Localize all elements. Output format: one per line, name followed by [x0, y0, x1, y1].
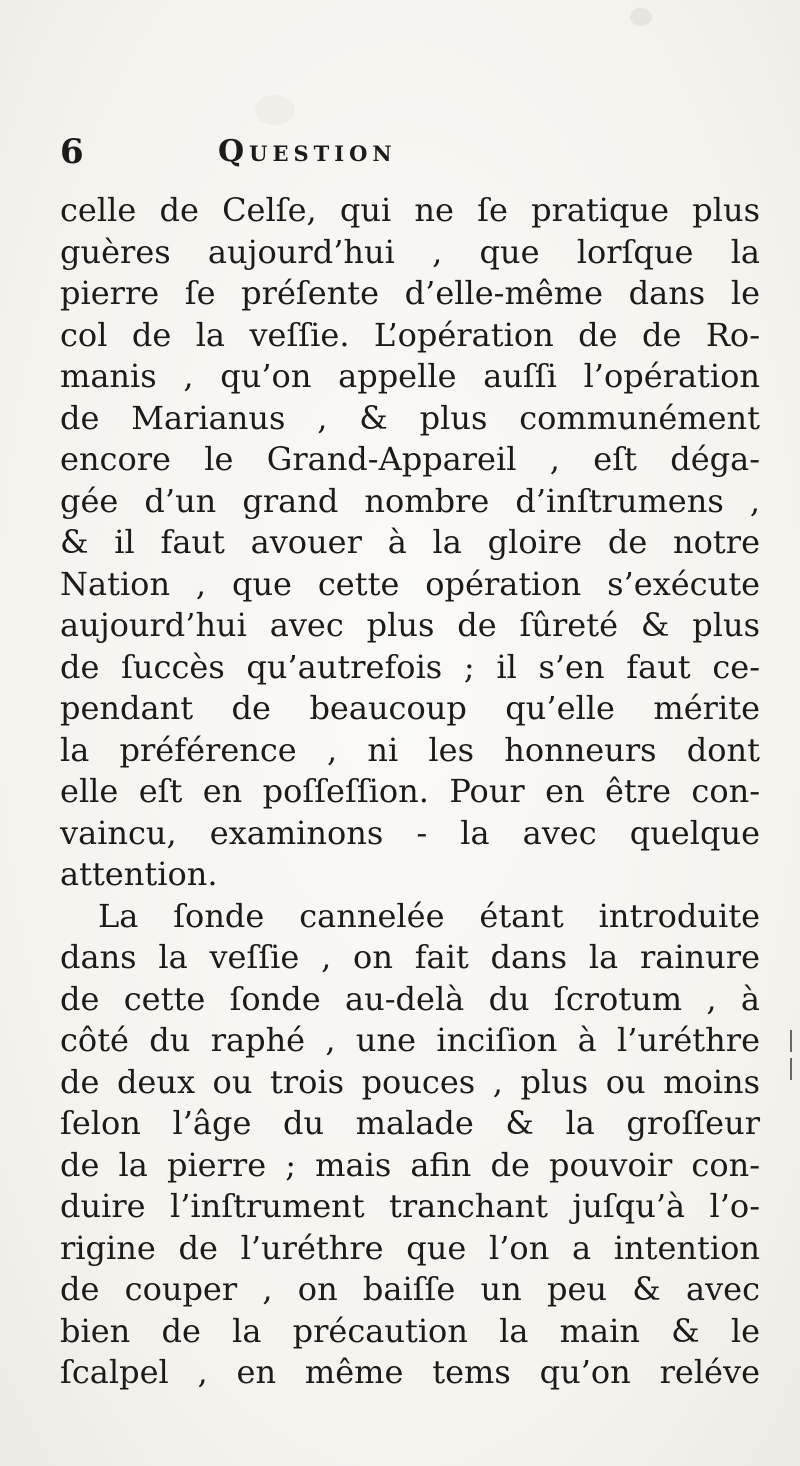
text-line: de couper , on baiſſe un peu & avec	[60, 1270, 760, 1308]
text-line: Nation , que cette opération s’exécute	[60, 564, 760, 603]
paper-smudge	[630, 8, 652, 26]
text-line: pierre ſe préſente d’elle-même dans le	[60, 274, 760, 312]
text-line: de deux ou trois pouces , plus ou moins	[60, 1062, 760, 1101]
text-line: & il faut avouer à la gloire de notre	[60, 523, 760, 561]
text-line: pendant de beaucoup qu’elle mérite	[60, 689, 760, 727]
text-line: de cette ſonde au-delà du ſcrotum , à	[60, 979, 760, 1018]
margin-mark	[790, 1058, 792, 1080]
text-line: duire l’inſtrument tranchant juſqu’à l’o-	[60, 1187, 760, 1225]
text-line: guères aujourd’hui , que lorſque la	[60, 232, 760, 271]
paper-smudge	[255, 95, 295, 125]
text-line: ſcalpel , en même tems qu’on reléve	[60, 1353, 760, 1391]
text-line: côté du raphé , une inciſion à l’uréthre	[60, 1021, 760, 1059]
running-head	[60, 132, 760, 182]
text-line: dans la veſſie , on fait dans la rainure	[60, 938, 760, 976]
text-line: vaincu, examinons - la avec quelque	[60, 813, 760, 852]
text-line: de ſuccès qu’autrefois ; il s’en faut ce-	[60, 647, 760, 686]
text-line: bien de la précaution la main & le	[60, 1311, 760, 1350]
text-line: celle de Celſe, qui ne ſe pratique plus	[60, 191, 760, 229]
text-line: encore le Grand-Appareil , eſt déga-	[60, 440, 760, 478]
text-line: gée d’un grand nombre d’inſtrumens ,	[60, 481, 760, 520]
margin-mark	[790, 1030, 792, 1052]
text-line: col de la veſſie. L’opération de de Ro-	[60, 315, 760, 354]
text-line: rigine de l’uréthre que l’on a intention	[60, 1228, 760, 1267]
text-line: de la pierre ; mais afin de pouvoir con-	[60, 1145, 760, 1184]
body-text	[60, 190, 760, 1394]
text-line: aujourd’hui avec plus de ſûreté & plus	[60, 606, 760, 644]
text-line: La ſonde cannelée étant introduite	[98, 896, 760, 935]
text-line: attention.	[60, 855, 218, 893]
text-line: manis , qu’on appelle auſſi l’opération	[60, 357, 760, 395]
text-line: ſelon l’âge du malade & la groſſeur	[60, 1104, 760, 1142]
text-line: elle eſt en poſſeſſion. Pour en être con-	[60, 772, 760, 810]
header-title: Question	[218, 134, 397, 169]
text-line: de Marianus , & plus communément	[60, 398, 760, 437]
page-number: 6	[60, 132, 85, 172]
text-line: la préférence , ni les honneurs dont	[60, 730, 760, 769]
